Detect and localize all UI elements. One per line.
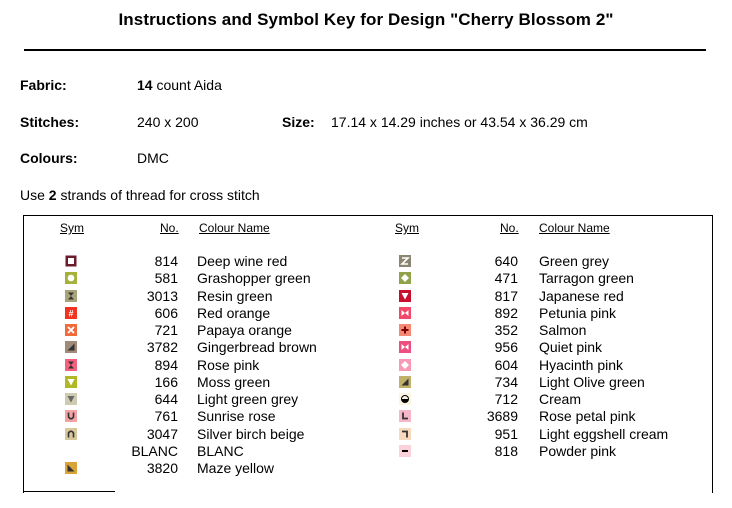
dmc-number: 894 bbox=[154, 357, 178, 373]
colours-label: Colours: bbox=[20, 150, 78, 166]
down-triangle-icon bbox=[399, 290, 411, 302]
diamond-icon bbox=[399, 272, 411, 284]
stitches-label: Stitches: bbox=[20, 114, 80, 130]
colour-name: Hyacinth pink bbox=[539, 357, 624, 373]
colour-name: Moss green bbox=[197, 374, 271, 390]
colour-name: Rose pink bbox=[197, 357, 260, 373]
table-bottom-rule bbox=[23, 491, 115, 492]
hourglass-icon bbox=[65, 359, 77, 371]
strands-instruction bbox=[20, 187, 260, 203]
dmc-number: 951 bbox=[494, 426, 518, 442]
dmc-number: 604 bbox=[494, 357, 518, 373]
dash-icon bbox=[399, 445, 411, 457]
fabric-count: 14 bbox=[137, 77, 153, 93]
plus-icon bbox=[399, 324, 411, 336]
corner-triangle-br-icon bbox=[65, 462, 77, 474]
hash-icon bbox=[65, 307, 77, 319]
dmc-number: 3820 bbox=[146, 460, 178, 476]
colour-name: Grashopper green bbox=[197, 270, 311, 286]
dmc-number: 3013 bbox=[146, 288, 178, 304]
dmc-number: 761 bbox=[154, 408, 178, 424]
half-circle-icon bbox=[399, 393, 411, 405]
title-rule bbox=[24, 49, 706, 51]
colour-name: Quiet pink bbox=[539, 339, 603, 355]
corner-triangle-icon bbox=[65, 341, 77, 353]
dmc-number: 581 bbox=[154, 270, 178, 286]
size-value: 17.14 x 14.29 inches or 43.54 x 36.29 cm bbox=[331, 114, 588, 130]
colour-name: Resin green bbox=[197, 288, 273, 304]
down-triangle-dark-icon bbox=[65, 393, 77, 405]
colour-name: Cream bbox=[539, 391, 582, 407]
dmc-number: 3689 bbox=[486, 408, 518, 424]
n-shape-icon bbox=[65, 428, 77, 440]
header-name-left: Colour Name bbox=[199, 221, 270, 235]
stitches-value: 240 x 200 bbox=[137, 114, 199, 130]
colour-name: Rose petal pink bbox=[539, 408, 636, 424]
colour-name: Sunrise rose bbox=[197, 408, 276, 424]
l-shape-icon bbox=[399, 410, 411, 422]
colour-name: Tarragon green bbox=[539, 270, 634, 286]
corner-triangle-icon bbox=[399, 376, 411, 388]
dmc-number: 734 bbox=[494, 374, 518, 390]
gamma-shape-icon bbox=[399, 428, 411, 440]
colour-name: BLANC bbox=[197, 443, 244, 459]
svg-text:#: # bbox=[68, 308, 74, 319]
fabric-label: Fabric: bbox=[20, 77, 67, 93]
colour-name: Deep wine red bbox=[197, 253, 288, 269]
dmc-number: 814 bbox=[154, 253, 178, 269]
hourglass-icon bbox=[65, 290, 77, 302]
diamond-icon bbox=[399, 359, 411, 371]
dmc-number: 721 bbox=[154, 322, 178, 338]
circle-icon bbox=[65, 272, 77, 284]
dmc-number: 892 bbox=[494, 305, 518, 321]
colour-name: Salmon bbox=[539, 322, 587, 338]
fabric-text: count Aida bbox=[152, 77, 222, 93]
dmc-number: 3047 bbox=[146, 426, 178, 442]
header-no-left: No. bbox=[160, 221, 179, 235]
dmc-number: 606 bbox=[154, 305, 178, 321]
colour-name: Maze yellow bbox=[197, 460, 275, 476]
size-label: Size: bbox=[282, 114, 315, 130]
dmc-number: 644 bbox=[154, 391, 178, 407]
dmc-number: 956 bbox=[494, 339, 518, 355]
strands-prefix: Use bbox=[20, 187, 49, 203]
colour-name: Petunia pink bbox=[539, 305, 617, 321]
colour-name: Gingerbread brown bbox=[197, 339, 317, 355]
colour-name: Green grey bbox=[539, 253, 610, 269]
colour-name: Silver birch beige bbox=[197, 426, 305, 442]
dmc-number: 712 bbox=[494, 391, 518, 407]
colour-name: Red orange bbox=[197, 305, 271, 321]
header-sym-left: Sym bbox=[60, 221, 84, 235]
fabric-value bbox=[137, 77, 222, 93]
down-triangle-icon bbox=[65, 376, 77, 388]
dmc-number: 640 bbox=[494, 253, 518, 269]
header-sym-right: Sym bbox=[395, 221, 419, 235]
u-shape-icon bbox=[65, 410, 77, 422]
colour-name: Light green grey bbox=[197, 391, 299, 407]
bowtie-icon bbox=[399, 307, 411, 319]
hollow-square-icon bbox=[65, 255, 77, 267]
colour-name: Light eggshell cream bbox=[539, 426, 669, 442]
colour-name: Light Olive green bbox=[539, 374, 645, 390]
dmc-number: 817 bbox=[494, 288, 518, 304]
colour-name: Papaya orange bbox=[197, 322, 292, 338]
header-no-right: No. bbox=[500, 221, 519, 235]
header-name-right: Colour Name bbox=[539, 221, 610, 235]
dmc-number: 166 bbox=[154, 374, 178, 390]
colours-value: DMC bbox=[137, 150, 169, 166]
z-letter-icon bbox=[399, 255, 411, 267]
bowtie-icon bbox=[399, 341, 411, 353]
strands-count: 2 bbox=[48, 187, 57, 203]
dmc-number: BLANC bbox=[131, 443, 178, 459]
colour-name: Powder pink bbox=[539, 443, 617, 459]
dmc-number: 471 bbox=[494, 270, 518, 286]
colour-name: Japanese red bbox=[539, 288, 624, 304]
dmc-number: 352 bbox=[494, 322, 518, 338]
dmc-number: 3782 bbox=[146, 339, 178, 355]
strands-suffix: strands of thread for cross stitch bbox=[56, 187, 260, 203]
dmc-number: 818 bbox=[494, 443, 518, 459]
page-title: Instructions and Symbol Key for Design "Cherry Blossom 2" bbox=[118, 10, 614, 29]
x-mark-icon bbox=[65, 324, 77, 336]
